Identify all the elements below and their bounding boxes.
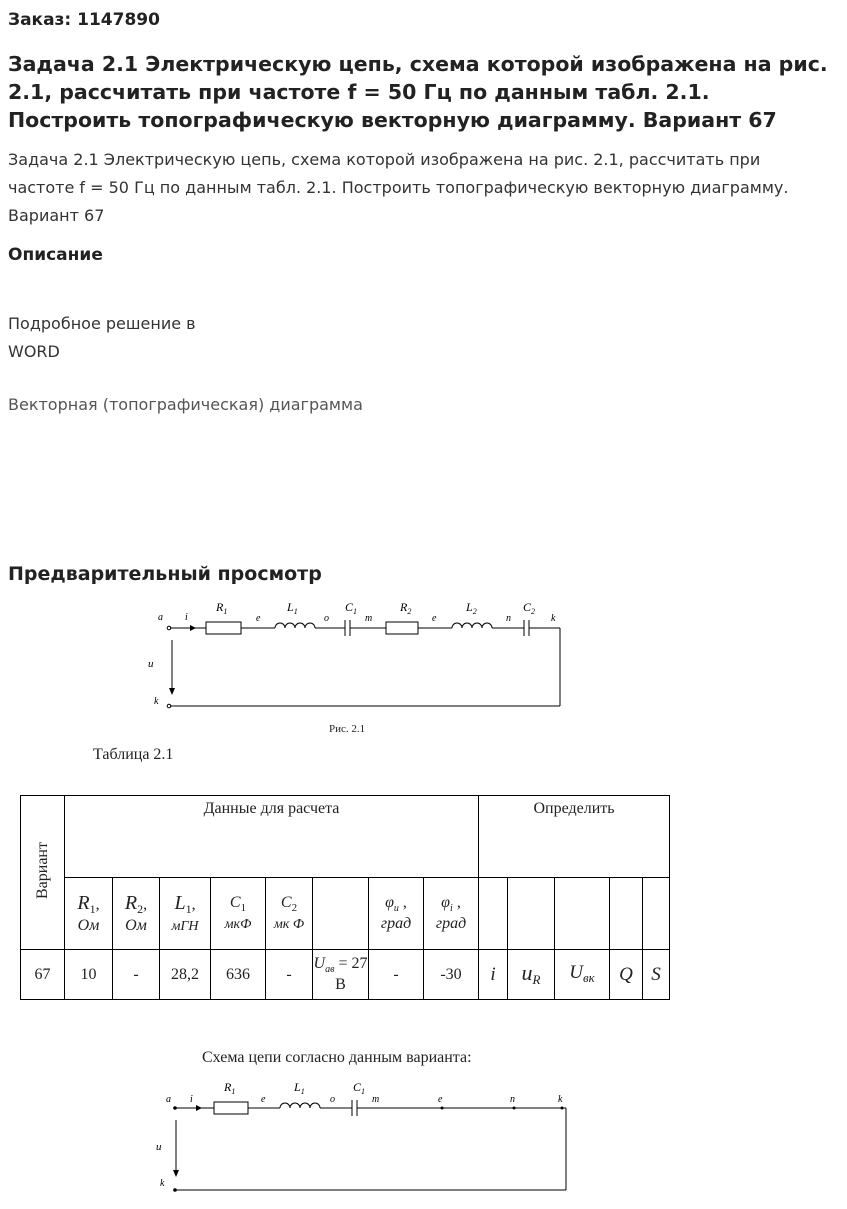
fig1-current-label: i — [185, 612, 188, 623]
determine-header: Определить — [479, 796, 670, 878]
description-text — [8, 310, 196, 366]
variant-node-e2: e — [438, 1094, 443, 1105]
fig1-label-l1: $L_1$ — [287, 600, 298, 616]
variant-node-a: a — [166, 1094, 171, 1105]
description-heading: Описание — [8, 245, 103, 265]
cell-c1: 636 — [211, 950, 266, 1000]
col-phi-i: $\varphi_i$ , град — [424, 878, 479, 950]
fig1-label-c1: $C_1$ — [345, 600, 358, 616]
variant-header-cell — [21, 796, 65, 950]
variant-header: Вариант — [33, 841, 51, 899]
fig1-node-e2: e — [432, 613, 437, 624]
fig1-label-l2: $L_2$ — [466, 600, 477, 616]
intro-text: Задача 2.1 Электрическую цепь, схема которой изображена на рис. 2.1, рассчитать при частоте f = 50 Гц по данным табл. 2.1. Построить топографическую векторную диаграмму. Вариант 67 — [8, 150, 789, 225]
schema-caption: Схема цепи согласно данным варианта: — [202, 1049, 472, 1066]
fig1-node-e: e — [256, 613, 261, 624]
cell-l1: 28,2 — [160, 950, 211, 1000]
variant-node-k: k — [558, 1094, 563, 1105]
col-r1: $R_1$, Ом — [65, 878, 113, 950]
cell-variant: 67 — [21, 950, 65, 1000]
variant-voltage-label: u — [156, 1141, 162, 1153]
col-det-4 — [610, 878, 643, 950]
cell-det-i: i — [479, 950, 508, 1000]
col-u — [313, 878, 369, 950]
circuit-diagram-fig1 — [140, 595, 580, 720]
table-caption: Таблица 2.1 — [93, 746, 174, 763]
cell-phi-i: -30 — [424, 950, 479, 1000]
cell-u: $U_{ав} = 27$ В — [313, 950, 369, 1000]
col-c2: $C_2$ мк Ф — [266, 878, 313, 950]
cell-det-s: S — [643, 950, 670, 1000]
cell-phi-u: - — [369, 950, 424, 1000]
variant-node-n: n — [510, 1094, 515, 1105]
fig1-voltage-label: u — [148, 658, 154, 670]
fig1-node-m: m — [365, 613, 373, 624]
fig1-node-o: o — [324, 613, 329, 624]
preview-heading: Предварительный просмотр — [8, 563, 322, 585]
data-table — [20, 795, 670, 1000]
cell-r2: - — [113, 950, 160, 1000]
fig1-node-a: a — [158, 612, 163, 623]
col-c1: $C_1$ мкФ — [211, 878, 266, 950]
variant-node-e: e — [261, 1094, 266, 1105]
page-title: Задача 2.1 Электрическую цепь, схема которой изображена на рис. 2.1, рассчитать при частоте f = 50 Гц по данным табл. 2.1. Построить топографическую векторную диаграмму. Вариант 67 — [8, 52, 828, 132]
col-det-5 — [643, 878, 670, 950]
col-det-2 — [508, 878, 555, 950]
fig1-label-c2: $C_2$ — [523, 600, 536, 616]
col-det-3 — [555, 878, 610, 950]
order-number: Заказ: 1147890 — [8, 10, 160, 30]
col-r2: $R_2$, Ом — [113, 878, 160, 950]
data-header: Данные для расчета — [65, 796, 479, 878]
col-l1: $L_1$, мГН — [160, 878, 211, 950]
variant-label-c1: $C_1$ — [353, 1080, 366, 1096]
variant-label-r1: $R_1$ — [224, 1080, 236, 1096]
variant-label-l1: $L_1$ — [294, 1080, 305, 1096]
col-phi-u: $\varphi_u$ , град — [369, 878, 424, 950]
fig1-node-k2: k — [154, 696, 159, 707]
circuit-diagram-variant — [140, 1080, 580, 1205]
cell-det-uvk: $U_{вк}$ — [555, 950, 610, 1000]
variant-node-k2: k — [160, 1178, 165, 1189]
variant-node-o: o — [330, 1094, 335, 1105]
col-det-1 — [479, 878, 508, 950]
description-line-2: WORD — [8, 342, 60, 361]
variant-node-m: m — [372, 1094, 380, 1105]
fig1-label-r2: $R_2$ — [400, 600, 412, 616]
figure-caption: Рис. 2.1 — [329, 723, 366, 735]
description-line-3: Векторная (топографическая) диаграмма — [8, 395, 363, 414]
fig1-label-r1: $R_1$ — [216, 600, 228, 616]
variant-current-label: i — [190, 1094, 193, 1105]
fig1-node-n: n — [506, 613, 511, 624]
cell-det-ur: $u_R$ — [508, 950, 555, 1000]
cell-det-q: Q — [610, 950, 643, 1000]
description-line-1: Подробное решение в — [8, 314, 196, 333]
cell-c2: - — [266, 950, 313, 1000]
table-row — [21, 950, 670, 1000]
fig1-node-k: k — [551, 613, 556, 624]
cell-r1: 10 — [65, 950, 113, 1000]
